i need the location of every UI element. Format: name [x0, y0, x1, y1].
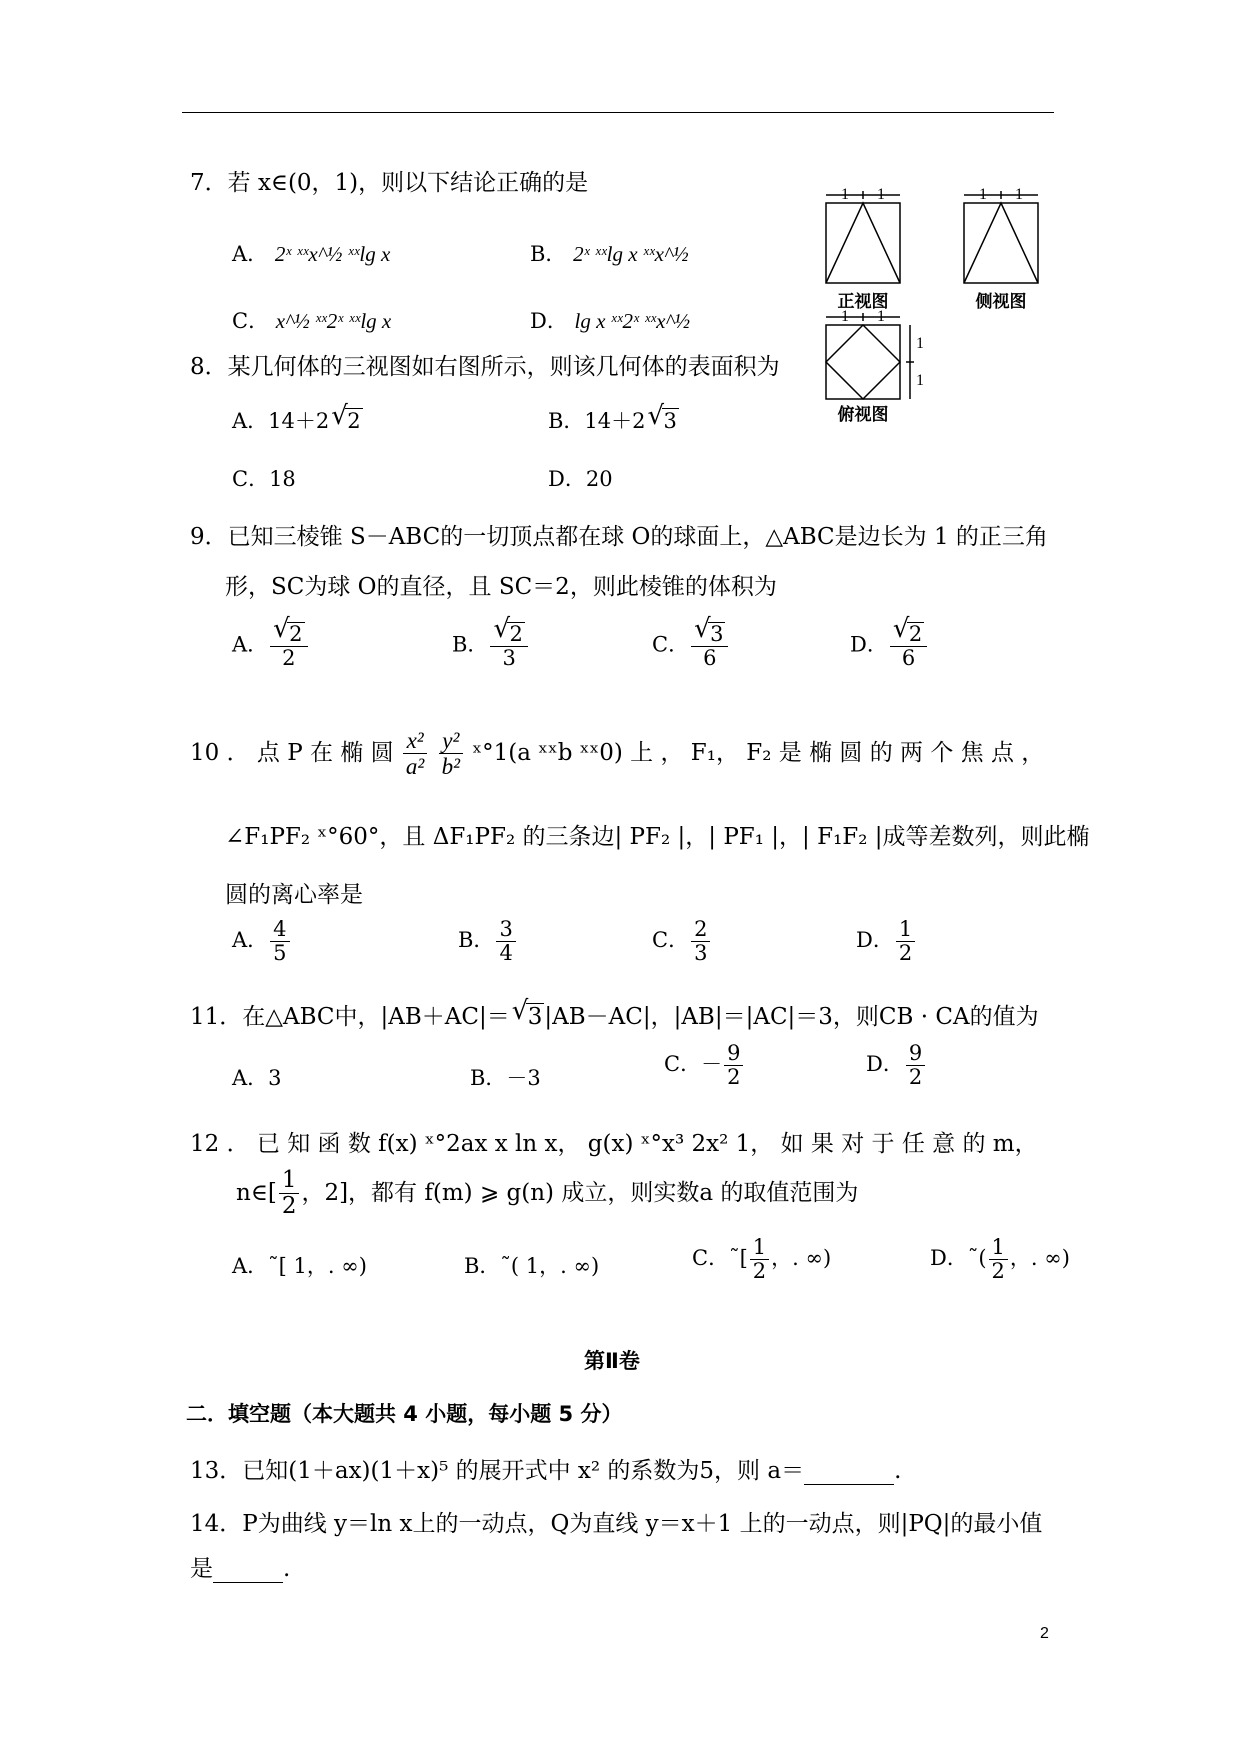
q7-option-c: C． x^½ ˣˣ2ˣ ˣˣlg x: [232, 309, 392, 333]
q9-option-c: C． √ $\frac{3}{6}$: [652, 622, 730, 670]
q8-option-d: D．20: [548, 467, 613, 491]
q8-stem: 8．某几何体的三视图如右图所示，则该几何体的表面积为: [190, 354, 780, 380]
q11-option-b: B．－3: [470, 1066, 541, 1090]
q9-stem-line2: 形，SC为球 O的直径，且 SC＝2，则此棱锥的体积为: [225, 574, 777, 600]
q7-stem: 7．若 x∈(0，1)，则以下结论正确的是: [190, 170, 589, 196]
q8-option-a: A．14＋2√ 2: [232, 405, 363, 435]
q9-option-a: A． √ $\frac{2}{2}$: [232, 622, 310, 670]
q14-stem-line1: 14．P为曲线 y＝ln x上的一动点，Q为直线 y＝x＋1 上的一动点，则|PQ|的最小值: [190, 1511, 1043, 1537]
q11-option-c: C．－ $\frac{9}{2}$: [664, 1042, 745, 1089]
q12-option-c: C．˜[ $\frac{1}{2}$ ，. ∞): [692, 1235, 832, 1284]
q12-stem-line1: 12 ． 已 知 函 数 f(x) ˣ°2ax x ln x， g(x) ˣ°x³ 2x² 1， 如 果 对 于 任 意 的 m，: [190, 1131, 1038, 1157]
three-view-figure: [820, 185, 1060, 425]
q7-option-a: A． 2ˣ ˣˣx^½ ˣˣlg x: [232, 242, 391, 266]
part2-title: 第Ⅱ卷: [584, 1349, 640, 1373]
q14-answer-blank[interactable]: [213, 1558, 283, 1583]
dim-label: 1: [916, 335, 924, 352]
q10-stem-line1: 10 ． 点 P 在 椭 圆 $\frac{\text{x²}}{\text{a²}}$ $\frac{\text{y²}}{\text{b²}}$ ˣ°1(a ˣˣb ˣˣ0) 上 ， F₁， F₂ 是 椭 圆 的 两 个 焦 点 ，: [190, 728, 1045, 780]
q9-stem-line1: 9．已知三棱锥 S－ABC的一切顶点都在球 O的球面上，△ABC是边长为 1 的正三角: [190, 524, 1048, 550]
q11-option-d: D． $\frac{9}{2}$: [866, 1042, 927, 1089]
side-view-triangle: [964, 203, 1038, 283]
front-view-label: 正视图: [837, 292, 889, 312]
q10-option-c: C． $\frac{2}{3}$: [652, 918, 712, 965]
dim-label: 1: [877, 186, 885, 203]
q12-option-d: D．˜( $\frac{1}{2}$ ，. ∞): [930, 1235, 1070, 1284]
q12-stem-line2: n∈[ $\frac{1}{2}$ ，2]，都有 f(m) ⩾ g(n) 成立，则实数a 的取值范围为: [236, 1167, 859, 1220]
q10-option-a: A． $\frac{4}{5}$: [232, 918, 292, 965]
q10-option-d: D． $\frac{1}{2}$: [856, 918, 917, 965]
q7-option-b: B． 2ˣ ˣˣlg x ˣˣx^½: [530, 242, 689, 266]
dim-label: 1: [1015, 186, 1023, 203]
top-view-rect: [826, 325, 900, 399]
q8-option-b: B．14＋2√ 3: [548, 405, 679, 435]
side-view-label: 侧视图: [975, 292, 1027, 312]
q12-option-a: A．˜[ 1，. ∞): [232, 1254, 367, 1278]
q10-stem-line3: 圆的离心率是: [225, 882, 363, 908]
q9-option-b: B． √ $\frac{2}{3}$: [452, 622, 530, 670]
side-view-rect: [964, 203, 1038, 283]
dim-label: 1: [979, 186, 987, 203]
q13-answer-blank[interactable]: [804, 1460, 894, 1485]
page-number: 2: [1040, 1625, 1049, 1642]
dim-label: 1: [841, 186, 849, 203]
dim-label: 1: [841, 308, 849, 325]
q11-option-a: A．3: [232, 1066, 282, 1090]
header-rule: [182, 112, 1054, 113]
q11-stem: 11．在△ABC中，|AB＋AC|＝√ 3|AB－AC|，|AB|＝|AC|＝3，则CB · CA的值为: [190, 998, 1039, 1031]
dim-label: 1: [916, 372, 924, 389]
top-view-label: 俯视图: [837, 405, 889, 425]
section-heading: 二．填空题（本大题共 4 小题，每小题 5 分）: [186, 1402, 623, 1426]
front-view-rect: [826, 203, 900, 283]
q8-option-c: C．18: [232, 467, 296, 491]
q12-option-b: B．˜( 1，. ∞): [464, 1254, 600, 1278]
q7-option-d: D． lg x ˣˣ2ˣ ˣˣx^½: [530, 309, 691, 333]
q13-stem: 13．已知(1＋ax)(1＋x)⁵ 的展开式中 x² 的系数为5，则 a＝ .: [190, 1458, 902, 1484]
top-view-diamond: [826, 325, 900, 399]
dim-label: 1: [877, 308, 885, 325]
front-view-triangle: [826, 203, 900, 283]
q10-option-b: B． $\frac{3}{4}$: [458, 918, 518, 965]
q14-stem-line2: 是 .: [190, 1556, 291, 1582]
q9-option-d: D． √ $\frac{2}{6}$: [850, 622, 929, 670]
q10-stem-line2: ∠F₁PF₂ ˣ°60°，且 ΔF₁PF₂ 的三条边| PF₂ |，| PF₁ |，| F₁F₂ |成等差数列，则此椭: [225, 824, 1090, 850]
